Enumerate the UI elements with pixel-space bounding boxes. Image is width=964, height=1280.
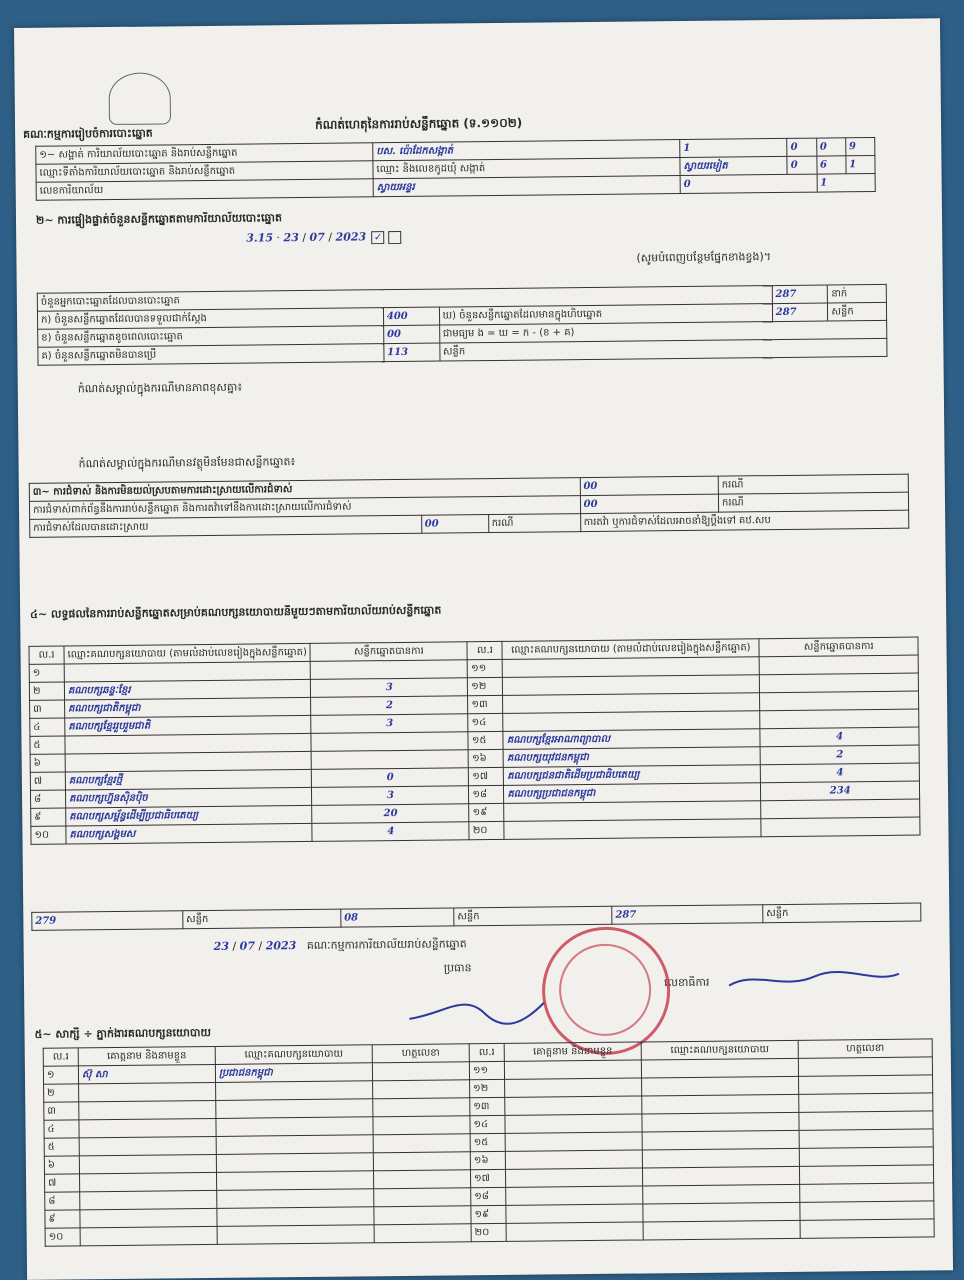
note-diff: កំណត់សម្គាល់ក្នុងករណីមានភាពខុសគ្នា៖	[77, 380, 243, 396]
witness-signature	[374, 1224, 471, 1243]
unit: ករណី	[718, 492, 908, 512]
witness-name	[504, 1060, 641, 1079]
row-number: ១	[29, 664, 64, 682]
received-label: ក) ចំនួនសន្លឹកឆ្នោតដែលបានទទួលជាក់ស្តែង	[37, 308, 383, 330]
vote-count: 20	[312, 804, 469, 824]
org-name: គណៈកម្មការរៀបចំការបោះឆ្នោត	[23, 126, 153, 141]
section1-table	[35, 137, 876, 201]
party-name: គណបក្សយុវជនកម្ពុជា	[503, 747, 760, 768]
witness-number: ៥	[44, 1138, 79, 1156]
count-day: 23	[283, 231, 299, 245]
witness-number: ៣	[44, 1102, 79, 1120]
witness-signature	[374, 1206, 471, 1225]
witness-name	[80, 1190, 217, 1209]
witness-party	[643, 1184, 800, 1204]
row-number: ៦	[30, 754, 65, 772]
witness-name	[79, 1118, 216, 1137]
witness-signature	[374, 1188, 471, 1207]
witness-name	[80, 1226, 217, 1245]
row-number: ១៦	[468, 749, 503, 767]
witness-number: ៦	[44, 1156, 79, 1174]
witness-number: ២០	[471, 1223, 506, 1241]
witness-signature	[800, 1201, 934, 1220]
witness-signature	[799, 1093, 933, 1112]
results-table	[28, 637, 920, 845]
witness-signature	[373, 1170, 470, 1189]
sec3-label: ៣~ ការជំទាស់ និងការមិនយល់ស្របតាមការដោះស្រាយលើការជំទាស់	[29, 478, 580, 502]
witness-signature	[799, 1165, 933, 1184]
col-no: ល.រ	[467, 641, 502, 659]
vote-count	[761, 817, 920, 837]
w-col-name: គោត្តនាម និងនាមខ្លួន	[504, 1042, 641, 1061]
party-name: គណបក្សជាតិកម្ពុជា	[65, 697, 312, 718]
secretary-label: លេខាធិការ	[663, 975, 710, 990]
witness-party	[217, 1207, 374, 1227]
witness-name	[505, 1168, 642, 1187]
witness-name	[79, 1100, 216, 1119]
witness-name: ស៊ុ សា	[78, 1064, 215, 1083]
totals-row	[31, 903, 921, 931]
vote-count: 3	[311, 678, 468, 698]
witness-party	[643, 1202, 800, 1222]
checkbox-checked[interactable]: ✓	[372, 231, 385, 244]
row-number: ២០	[469, 821, 504, 839]
row-number: ៣	[30, 700, 65, 718]
form-title: កំណត់ហេតុនៃការរាប់សន្លឹកឆ្នោត (ទ.១១០២)	[314, 115, 523, 132]
witness-party	[642, 1094, 799, 1114]
witness-name	[506, 1204, 643, 1223]
official-stamp	[541, 926, 670, 1055]
row-number: ១១	[468, 659, 503, 677]
valid-total: 279	[32, 911, 183, 931]
witness-party	[641, 1058, 798, 1078]
row-number: ៤	[30, 718, 65, 736]
row-number: ១២	[468, 677, 503, 695]
spoiled-value: 00	[383, 325, 439, 344]
witness-party	[643, 1220, 800, 1240]
sec3-r3-value: 00	[421, 515, 488, 534]
district-value: ស្វាយអន្ទរ	[373, 176, 680, 197]
row-number: ៩	[31, 808, 66, 826]
vote-count: 2	[311, 696, 468, 716]
party-name: គណបក្សខ្មែរថ្មី	[65, 769, 312, 790]
sign-day: 23	[213, 939, 230, 953]
col-votes: សន្លឹកឆ្នោតបានការ	[310, 642, 467, 662]
witness-name	[79, 1082, 216, 1101]
row-number: ៨	[30, 790, 65, 808]
witness-name	[505, 1150, 642, 1169]
sec3-r1-value: 00	[580, 476, 719, 495]
witness-number: ១	[43, 1066, 78, 1084]
party-name: គណបក្សខ្មែររួបរួមជាតិ	[65, 715, 312, 736]
witness-party	[217, 1225, 374, 1245]
office-num: 1	[817, 173, 876, 192]
witness-number: ១០	[45, 1228, 80, 1246]
row-number: ២	[29, 682, 64, 700]
col-party: ឈ្មោះគណបក្សនយោបាយ (តាមលំដាប់លេខរៀងក្នុងសន្លឹកឆ្នោត)	[502, 639, 759, 660]
w-col-sign: ហត្ថលេខា	[798, 1039, 932, 1058]
section3-table	[29, 474, 910, 538]
emblem-logo	[108, 72, 171, 125]
party-name	[504, 819, 761, 840]
section2-table	[37, 284, 888, 366]
vote-count: 4	[761, 763, 920, 783]
count-note: (សូមបំពេញបន្ថែមផ្នែកខាងខ្វង)។	[636, 250, 772, 265]
sec4-label: ៤~ លទ្ធផលនៃការរាប់សន្លឹកឆ្នោតសម្រាប់គណបក្សនយោបាយនីមួយៗតាមការិយាល័យរាប់សន្លឹកឆ្នោត	[30, 603, 442, 621]
w-col-name: គោត្តនាម និងនាមខ្លួន	[78, 1046, 215, 1065]
w-col-sign: ហត្ថលេខា	[372, 1044, 469, 1063]
witness-name	[505, 1078, 642, 1097]
vote-count	[760, 673, 919, 693]
vote-count: 3	[311, 714, 468, 734]
row-number: ១៩	[469, 803, 504, 821]
committee-label: គណៈកម្មការការិយាល័យរាប់សន្លឹកឆ្នោត	[306, 937, 467, 952]
witness-number: ៧	[45, 1174, 80, 1192]
vote-count	[760, 709, 919, 729]
row-number: ៥	[30, 736, 65, 754]
vote-count: 2	[760, 745, 919, 765]
witness-signature	[373, 1116, 470, 1135]
sec2-label: ២~ ការផ្ទៀងផ្ទាត់ចំនួនសន្លឹកឆ្នោតតាមការិយាល័យបោះឆ្នោត	[35, 211, 283, 227]
commune-value: ស្វាយរមៀត	[680, 156, 787, 175]
code-digit: 0	[816, 138, 845, 156]
witness-party	[642, 1112, 799, 1132]
row-number: ១៧	[469, 767, 504, 785]
code2-digit: 6	[816, 156, 845, 174]
witness-number: ១៨	[471, 1187, 506, 1205]
w-col-no: ល.រ	[43, 1048, 78, 1066]
count-month: 07	[309, 230, 325, 244]
sec3-r2-value: 00	[580, 494, 719, 513]
row-number: ៧	[30, 772, 65, 790]
w-col-party: ឈ្មោះគណបក្សនយោបាយ	[641, 1040, 798, 1060]
witness-name	[79, 1136, 216, 1155]
witness-name	[505, 1132, 642, 1151]
secretary-signature	[724, 964, 904, 996]
witness-table	[43, 1038, 935, 1246]
unused-label: គ) ចំនួនសន្លឹកឆ្នោតមិនបានប្រើ	[38, 344, 384, 366]
witness-name	[506, 1186, 643, 1205]
witness-number: ១៥	[470, 1133, 505, 1151]
sec2-time-line: 3.15 · 23 / 07 / 2023 ✓	[246, 230, 404, 245]
vote-count	[761, 799, 920, 819]
witness-number: ១១	[469, 1061, 504, 1079]
formula: ជាមធ្យម ង = ឃ = ក - (ខ + គ)	[439, 320, 887, 343]
sign-year: 2023	[265, 939, 297, 953]
commune-label: ឈ្មោះ និងលេខកូដឃុំ សង្កាត់	[373, 158, 680, 179]
party-name: គណបក្សសង្គមស	[66, 823, 313, 844]
vote-count: 4	[760, 727, 919, 747]
unit: សន្លឹក	[828, 302, 887, 321]
form-sheet	[14, 18, 953, 1280]
w-col-no: ល.រ	[469, 1043, 504, 1061]
w-col-party: ឈ្មោះគណបក្សនយោបាយ	[215, 1045, 372, 1065]
witness-party	[216, 1153, 373, 1173]
count-year: 2023	[335, 230, 367, 244]
office-num-label: លេខការិយាល័យ	[36, 179, 373, 201]
witness-number: ១២	[470, 1079, 505, 1097]
count-time: 3.15	[246, 231, 274, 245]
witness-number: ៩	[45, 1210, 80, 1228]
witness-signature	[373, 1080, 470, 1099]
witness-signature	[800, 1219, 934, 1238]
code-digit: 9	[845, 137, 874, 155]
witness-name	[80, 1172, 217, 1191]
witness-signature	[799, 1147, 933, 1166]
witness-name	[505, 1114, 642, 1133]
sec3-r1: ការជំទាស់ពាក់ព័ន្ធនឹងការរាប់សន្លឹកឆ្នោត និងការតវ៉ាទៅនឹងការដោះស្រាយលើការជំទាស់	[29, 496, 580, 520]
row-number: ១០	[31, 826, 66, 844]
witness-number: ៤	[44, 1120, 79, 1138]
vote-count	[759, 655, 918, 675]
witness-signature	[373, 1098, 470, 1117]
witness-number: ១៤	[470, 1115, 505, 1133]
witness-number: ២	[44, 1084, 79, 1102]
witness-party	[216, 1099, 373, 1119]
unit: ករណី	[488, 514, 580, 533]
sec5-label: ៥~ សាក្សី ÷ ភ្នាក់ងារគណបក្សនយោបាយ	[34, 1025, 212, 1041]
row-number: ១៣	[468, 695, 503, 713]
office-label: ឈ្មោះទីតាំងការិយាល័យបោះឆ្នោត និងរាប់សន្លឹកឆ្នោត	[36, 161, 373, 183]
note-objects: កំណត់សម្គាល់ក្នុងករណីមានវត្ថុមិនមែនជាសន្លឹកឆ្នោត៖	[78, 455, 296, 471]
inbox-label: ឃ) ចំនួនសន្លឹកឆ្នោតដែលមានក្នុងហិបឆ្នោត	[439, 304, 772, 325]
party-name: គណបក្សឆន្ទៈខ្មែរ	[64, 679, 311, 700]
witness-party	[642, 1148, 799, 1168]
witness-name	[505, 1096, 642, 1115]
vote-count	[311, 732, 468, 752]
vote-count: 234	[761, 781, 920, 801]
code-digit: 0	[787, 138, 816, 156]
voters-value: 287	[772, 285, 828, 304]
witness-number: ១៣	[470, 1097, 505, 1115]
witness-party	[642, 1166, 799, 1186]
witness-signature	[799, 1129, 933, 1148]
witness-signature	[798, 1057, 932, 1076]
voters-label: ចំនួនអ្នកបោះឆ្នោតដែលបានបោះឆ្នោត	[37, 286, 772, 312]
box-total: 287	[612, 905, 763, 925]
witness-party: ប្រជាជនកម្ពុជា	[215, 1063, 372, 1083]
party-name: គណបក្សសម្ព័ន្ធដើម្បីប្រជាធិបតេយ្យ	[66, 805, 313, 826]
party-name: គណបក្សជនជាតិដើមប្រជាធិបតេយ្យ	[504, 765, 761, 786]
unit: នាក់	[828, 284, 887, 303]
witness-signature	[373, 1134, 470, 1153]
inbox-value: 287	[772, 303, 828, 322]
checkbox[interactable]	[389, 230, 402, 243]
unit: សន្លឹក	[763, 903, 921, 923]
witness-number: ១៩	[471, 1205, 506, 1223]
sign-month: 07	[239, 939, 256, 953]
col-party: ឈ្មោះគណបក្សនយោបាយ (តាមលំដាប់លេខរៀងក្នុងសន្លឹកឆ្នោត)	[64, 643, 311, 664]
witness-party	[216, 1117, 373, 1137]
sign-date: 23 / 07 / 2023 គណៈកម្មការការិយាល័យរាប់សន្លឹកឆ្នោត	[213, 937, 467, 953]
office-value: បស. ប៉ោដែកសង្កាត់	[373, 140, 680, 161]
unit: សន្លឹក	[439, 338, 887, 361]
witness-name	[80, 1208, 217, 1227]
sec3-r3: ការជំទាស់ដែលបានដោះស្រាយ	[30, 515, 422, 537]
witness-signature	[800, 1183, 934, 1202]
vote-count	[311, 750, 468, 770]
witness-name	[79, 1154, 216, 1173]
vote-count	[760, 691, 919, 711]
witness-name	[506, 1222, 643, 1241]
office-num: 0	[680, 174, 817, 193]
vote-count: 0	[312, 768, 469, 788]
party-name: គណបក្សប្រជាជនកម្ពុជា	[504, 783, 761, 804]
party-name: គណបក្សខ្មែរអាណាព្យាបាល	[503, 729, 760, 750]
sec1-label: ១~ សង្គាត់ ការិយាល័យបោះឆ្នោត និងរាប់សន្លឹកឆ្នោត	[36, 143, 373, 165]
col-no: ល.រ	[29, 646, 64, 664]
unit: សន្លឹក	[183, 909, 341, 929]
party-name: គណបក្សហ្វ៊ុនស៊ិនប៉ិច	[65, 787, 312, 808]
witness-signature	[373, 1152, 470, 1171]
witness-party	[642, 1076, 799, 1096]
witness-party	[217, 1189, 374, 1209]
vote-count	[311, 660, 468, 680]
witness-number: ១៧	[470, 1169, 505, 1187]
witness-party	[216, 1081, 373, 1101]
spoiled-label: ខ) ចំនួនសន្លឹកឆ្នោតខូចពេលបោះឆ្នោត	[38, 326, 384, 348]
unit: សន្លឹក	[454, 906, 612, 926]
sec3-r2: ការតវ៉ា ឬការជំទាស់ដែលអាចនាំឱ្យប្តឹងទៅ គឋ.សប	[580, 510, 909, 531]
code-digit: 1	[680, 138, 787, 157]
chair-signature	[404, 982, 555, 1034]
code2-digit: 1	[846, 155, 875, 173]
unit: ករណី	[718, 474, 908, 494]
witness-signature	[799, 1111, 933, 1130]
witness-number: ៨	[45, 1192, 80, 1210]
col-votes: សន្លឹកឆ្នោតបានការ	[759, 637, 918, 657]
unused-value: 113	[384, 343, 440, 362]
received-value: 400	[383, 307, 439, 326]
witness-party	[642, 1130, 799, 1150]
row-number: ១៤	[468, 713, 503, 731]
witness-party	[216, 1171, 373, 1191]
vote-count: 3	[312, 786, 469, 806]
invalid-total: 08	[341, 908, 454, 927]
row-number: ១៥	[468, 731, 503, 749]
witness-signature	[799, 1075, 933, 1094]
code2-digit: 0	[787, 156, 816, 174]
witness-signature	[372, 1062, 469, 1081]
row-number: ១៨	[469, 785, 504, 803]
vote-count: 4	[312, 822, 469, 842]
witness-number: ១៦	[470, 1151, 505, 1169]
chair-label: ប្រធាន	[443, 961, 472, 975]
witness-party	[216, 1135, 373, 1155]
